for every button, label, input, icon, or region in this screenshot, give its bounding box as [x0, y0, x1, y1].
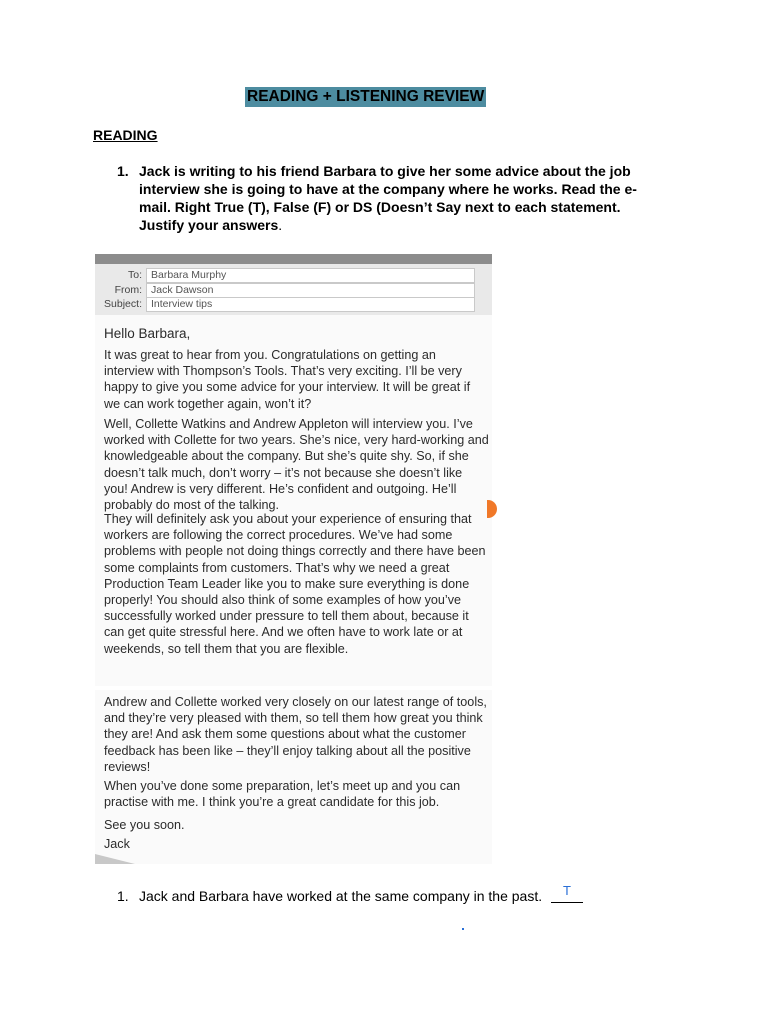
- question-text-period: .: [278, 217, 283, 233]
- stray-dot: [462, 928, 464, 930]
- email-from-field: Jack Dawson: [146, 283, 475, 298]
- email-paragraph-3: They will definitely ask you about your experience of ensuring that workers are following the correct procedures. We’ve had some problems with people not doing things correctly and there have been some complaints from customers. That’s why we need a great Production Team Leader like you to make sure everything is done properly! You should also think of some examples of how you’ve successfully worked under pressure to tell them about, because it can get quite stressful here. And we often have to work late or at weekends, so tell them that you are flexible.: [104, 512, 486, 656]
- email-top-bar: [95, 254, 492, 264]
- statement-text: Jack and Barbara have worked at the same company in the past.: [139, 888, 543, 904]
- email-subject-field: Interview tips: [146, 297, 475, 312]
- email-to-row: [95, 268, 492, 283]
- email-greeting: Hello Barbara,: [104, 326, 191, 341]
- email-paragraph-5: When you’ve done some preparation, let’s meet up and you can practise with me. I think you’re a great candidate for this job.: [104, 779, 461, 810]
- email-image: [95, 254, 492, 864]
- email-to-field: Barbara Murphy: [146, 268, 475, 283]
- email-signoff: Jack: [104, 837, 130, 851]
- section-heading: READING: [93, 127, 158, 143]
- orange-marker-icon: [487, 500, 497, 518]
- email-body: [95, 315, 492, 864]
- question-text: [139, 162, 649, 234]
- email-subject-row: [95, 297, 492, 312]
- question-number: 1.: [117, 163, 129, 179]
- email-to-label: To:: [127, 269, 142, 281]
- email-paragraph-1: It was great to hear from you. Congratulations on getting an interview with Thompson’s Tools. That’s very exciting. I’ll be very happy to give you some advice for your interview. It will be great if we can work together again, won’t it?: [104, 348, 471, 411]
- email-subject-label: Subject:: [104, 298, 142, 310]
- email-header: [95, 264, 492, 315]
- image-seam: [95, 686, 492, 690]
- page-curl-corner: [95, 854, 135, 864]
- answer-field[interactable]: T: [551, 883, 583, 903]
- email-paragraph-4: Andrew and Collette worked very closely on our latest range of tools, and they’re very pleased with them, so tell them how great you think they are! And ask them some questions about what the customer feedback has been like – they’ll enjoy talking about all the positive reviews!: [104, 695, 487, 774]
- statement-number: 1.: [117, 888, 129, 904]
- question-text-bold: Jack is writing to his friend Barbara to give her some advice about the job interview she is going to have at the company where he works. Read the e-mail. Right True (T), False (F) or DS (Doesn’t Say next to each statement. Justify your answers: [139, 163, 637, 233]
- page-title: READING + LISTENING REVIEW: [247, 88, 485, 105]
- email-paragraph-2: Well, Collette Watkins and Andrew Appleton will interview you. I’ve worked with Collette for two years. She’s nice, very hard-working and knowledgeable about the company. But she’s quite shy. So, if she doesn’t talk much, don’t worry – it’s not because she doesn’t like you! Andrew is very different. He’s confident and outgoing. He’ll probably do most of the talking.: [104, 417, 489, 513]
- email-closing: See you soon.: [104, 818, 185, 832]
- email-from-label: From:: [114, 284, 142, 296]
- email-from-row: [95, 283, 492, 298]
